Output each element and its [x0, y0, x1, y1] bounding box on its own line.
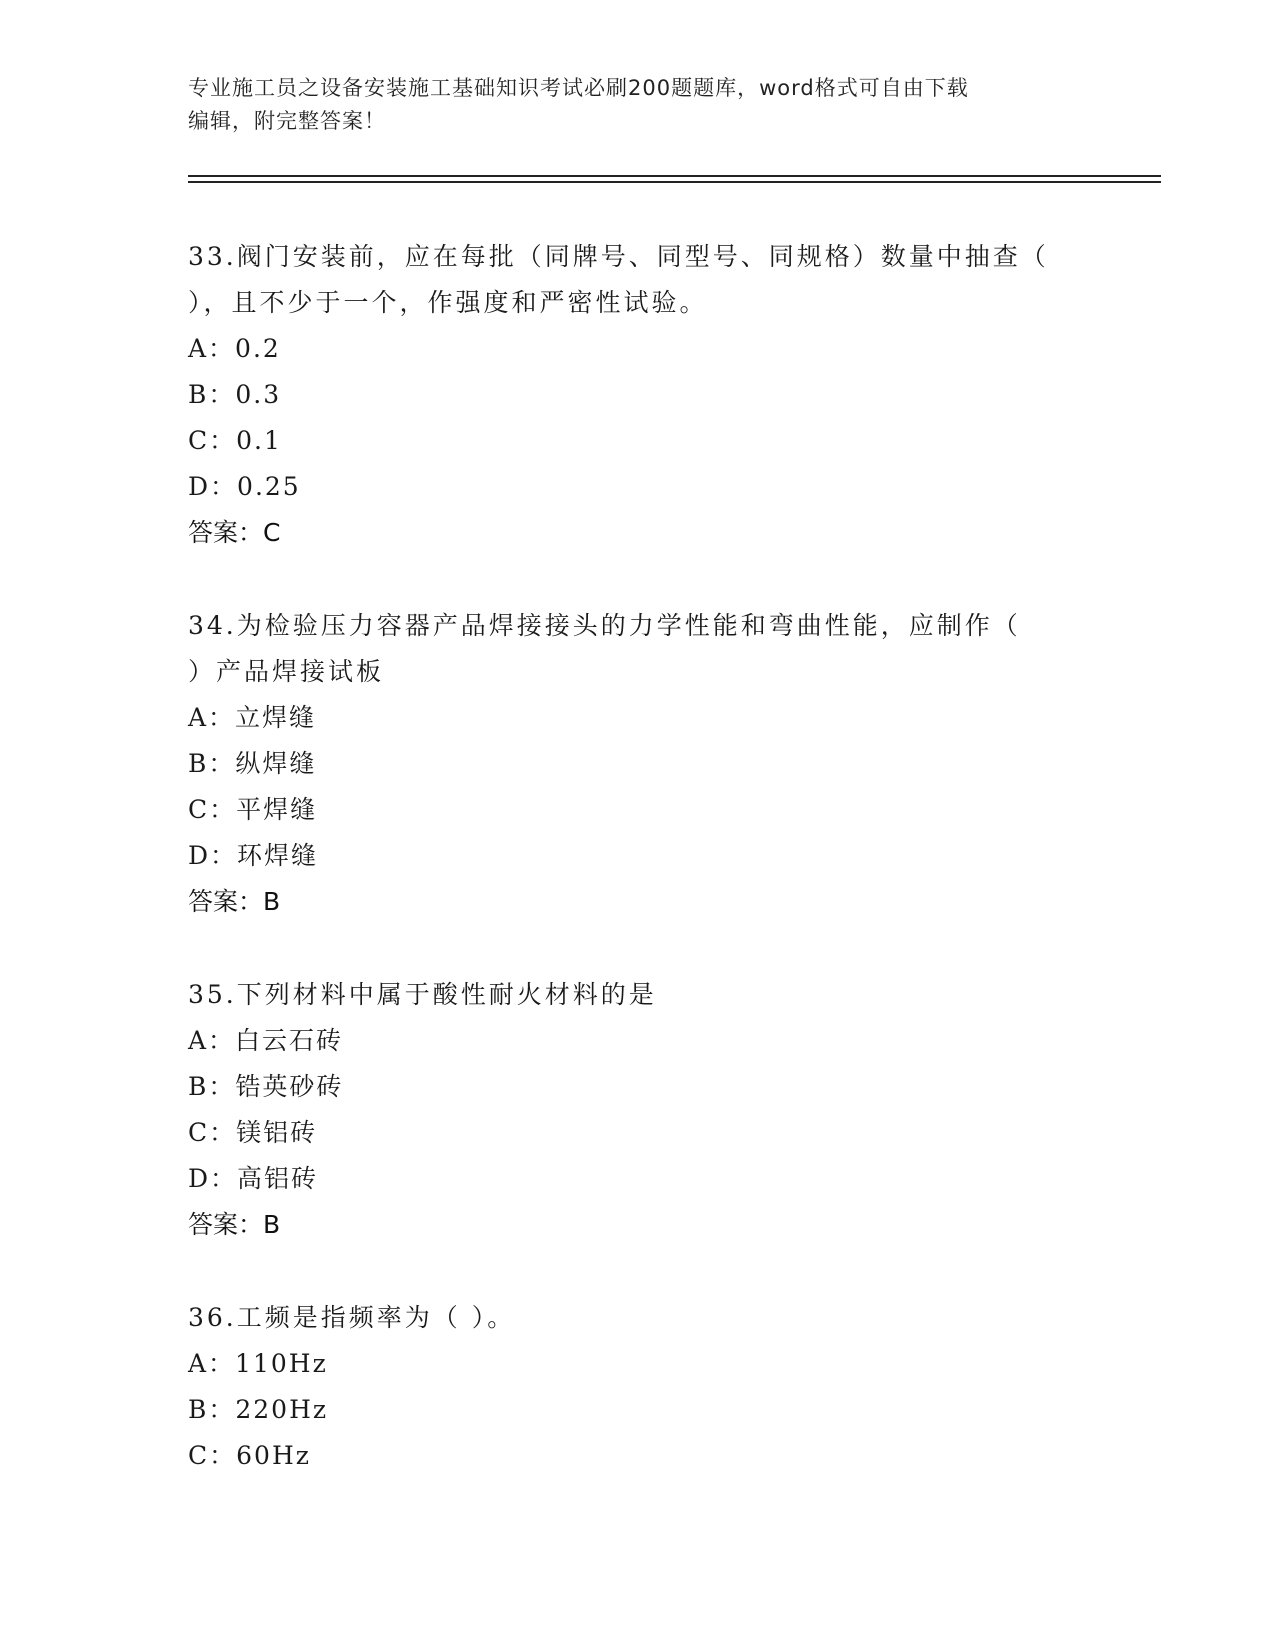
- option-c: C：平焊缝: [188, 795, 318, 824]
- option-b: B：纵焊缝: [188, 749, 317, 778]
- option-b: B：0.3: [188, 380, 282, 409]
- question-36: [188, 1295, 1088, 1479]
- option-c: C：0.1: [188, 426, 282, 455]
- question-33: [188, 234, 1088, 556]
- header-line-1: 专业施工员之设备安装施工基础知识考试必刷200题题库，word格式可自由下载: [188, 76, 969, 100]
- option-b: B：锆英砂砖: [188, 1072, 344, 1101]
- answer: 答案：B: [188, 1210, 281, 1239]
- question-stem-line: 34.为检验压力容器产品焊接接头的力学性能和弯曲性能，应制作（: [188, 611, 1021, 640]
- question-stem-line: ）产品焊接试板: [188, 657, 385, 686]
- answer: 答案：C: [188, 518, 281, 547]
- option-a: A：白云石砖: [188, 1026, 344, 1055]
- option-c: C：镁铝砖: [188, 1118, 318, 1147]
- option-d: D：环焊缝: [188, 841, 319, 870]
- question-stem-line: 33.阀门安装前，应在每批（同牌号、同型号、同规格）数量中抽查（: [188, 242, 1049, 271]
- question-stem-line: ），且不少于一个，作强度和严密性试验。: [188, 288, 708, 317]
- option-a: A：立焊缝: [188, 703, 317, 732]
- option-c: C：60Hz: [188, 1441, 311, 1470]
- option-a: A：0.2: [188, 334, 281, 363]
- option-d: D：0.25: [188, 472, 301, 501]
- option-a: A：110Hz: [188, 1349, 328, 1378]
- header-line-2: 编辑，附完整答案！: [188, 109, 386, 133]
- question-stem-line: 36.工频是指频率为（ ）。: [188, 1303, 516, 1332]
- question-stem-line: 35.下列材料中属于酸性耐火材料的是: [188, 980, 657, 1009]
- answer: 答案：B: [188, 887, 281, 916]
- document-header: [188, 72, 1088, 138]
- option-b: B：220Hz: [188, 1395, 329, 1424]
- question-34: [188, 603, 1088, 925]
- question-list: [188, 234, 1088, 1526]
- header-divider-bottom: [188, 181, 1161, 183]
- option-d: D：高铝砖: [188, 1164, 319, 1193]
- header-divider-top: [188, 175, 1161, 177]
- question-35: [188, 972, 1088, 1248]
